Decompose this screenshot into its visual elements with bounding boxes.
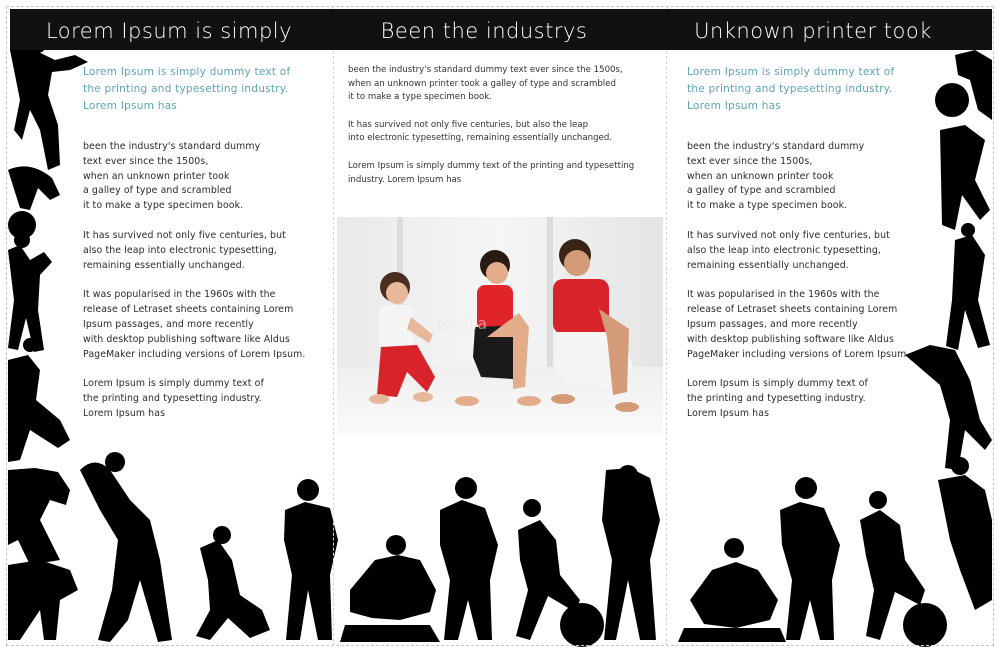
- text-line: a galley of type and scrambled: [687, 185, 836, 197]
- photo-watermark: fotolia: [437, 314, 488, 333]
- text-line: It has survived not only five centuries, but: [687, 229, 890, 241]
- text-line: Ipsum passages, and more recently: [83, 318, 254, 330]
- left-panel-text: [83, 64, 328, 422]
- text-line: remaining essentially unchanged.: [687, 259, 849, 271]
- text-line: release of Letraset sheets containing Lorem: [687, 304, 898, 316]
- text-line: Lorem Ipsum is simply dummy text of: [687, 378, 868, 390]
- text-line: Lorem Ipsum is simply dummy text of: [83, 378, 264, 390]
- right-paragraph-1: [687, 140, 947, 214]
- text-line: it to make a type specimen book.: [83, 200, 244, 212]
- text-line: the printing and typesetting industry.: [687, 393, 866, 405]
- text-line: Lorem Ipsum has: [83, 407, 166, 419]
- text-line: also the leap into electronic typesetting,: [83, 244, 277, 256]
- text-line: PageMaker including versions of Lorem Ipsum.: [687, 348, 910, 360]
- fold-line-right: [666, 6, 667, 646]
- middle-panel-text: [348, 64, 653, 201]
- text-line: with desktop publishing software like Aldus: [83, 333, 290, 345]
- text-line: text ever since the 1500s,: [687, 155, 813, 167]
- lead-line: Lorem Ipsum has: [83, 100, 178, 112]
- text-line: remaining essentially unchanged.: [83, 259, 245, 271]
- lead-line: Lorem Ipsum has: [687, 100, 782, 112]
- middle-paragraph-3: [348, 160, 653, 187]
- left-paragraph-1: [83, 140, 328, 214]
- text-line: the printing and typesetting industry.: [83, 393, 262, 405]
- text-line: PageMaker including versions of Lorem Ipsum.: [83, 348, 306, 360]
- text-line: Lorem Ipsum is simply dummy text of the printing and typesetting: [348, 160, 635, 171]
- left-paragraph-3: [83, 288, 328, 362]
- text-line: industry. Lorem Ipsum has: [348, 174, 462, 185]
- text-line: Ipsum passages, and more recently: [687, 318, 858, 330]
- lead-line: the printing and typesetting industry.: [687, 83, 893, 95]
- text-line: also the leap into electronic typesetting,: [687, 244, 881, 256]
- right-paragraph-3: [687, 288, 947, 362]
- left-paragraph-2: [83, 229, 328, 273]
- text-line: a galley of type and scrambled: [83, 185, 232, 197]
- text-line: when an unknown printer took: [687, 170, 834, 182]
- middle-paragraph-1: [348, 64, 653, 105]
- text-line: It has survived not only five centuries, but: [83, 229, 286, 241]
- text-line: it to make a type specimen book.: [348, 92, 492, 103]
- text-line: It was popularised in the 1960s with the: [687, 289, 880, 301]
- right-panel-text: [687, 64, 947, 422]
- panel-title-left: Lorem Ipsum is simply: [45, 19, 293, 43]
- right-paragraph-4: [687, 377, 947, 421]
- text-line: been the industry's standard dummy: [83, 141, 261, 152]
- panel-title-right: Unknown printer took: [694, 19, 932, 43]
- middle-paragraph-2: [348, 119, 653, 146]
- left-lead-text: [83, 64, 328, 115]
- lead-line: the printing and typesetting industry.: [83, 83, 289, 95]
- fold-line-left: [333, 6, 334, 646]
- text-line: when an unknown printer took a galley of type and scrambled: [348, 78, 616, 89]
- text-line: into electronic typesetting, remaining essentially unchanged.: [348, 133, 613, 144]
- text-line: release of Letraset sheets containing Lorem: [83, 304, 294, 316]
- fitness-photo: [337, 217, 663, 434]
- text-line: text ever since the 1500s,: [83, 155, 209, 167]
- text-line: It was popularised in the 1960s with the: [83, 289, 276, 301]
- lead-line: Lorem Ipsum is simply dummy text of: [687, 66, 895, 78]
- text-line: it to make a type specimen book.: [687, 200, 848, 212]
- panel-title-middle: Been the industrys: [380, 19, 588, 43]
- text-line: when an unknown printer took: [83, 170, 230, 182]
- right-lead-text: [687, 64, 947, 115]
- left-paragraph-4: [83, 377, 328, 421]
- text-line: It has survived not only five centuries, but also the leap: [348, 119, 589, 130]
- text-line: been the industry's standard dummy text ever since the 1500s,: [348, 65, 623, 75]
- photo-illustration: [337, 217, 663, 434]
- text-line: Lorem Ipsum has: [687, 407, 770, 419]
- text-line: been the industry's standard dummy: [687, 141, 865, 152]
- lead-line: Lorem Ipsum is simply dummy text of: [83, 66, 291, 78]
- right-paragraph-2: [687, 229, 947, 273]
- text-line: with desktop publishing software like Aldus: [687, 333, 894, 345]
